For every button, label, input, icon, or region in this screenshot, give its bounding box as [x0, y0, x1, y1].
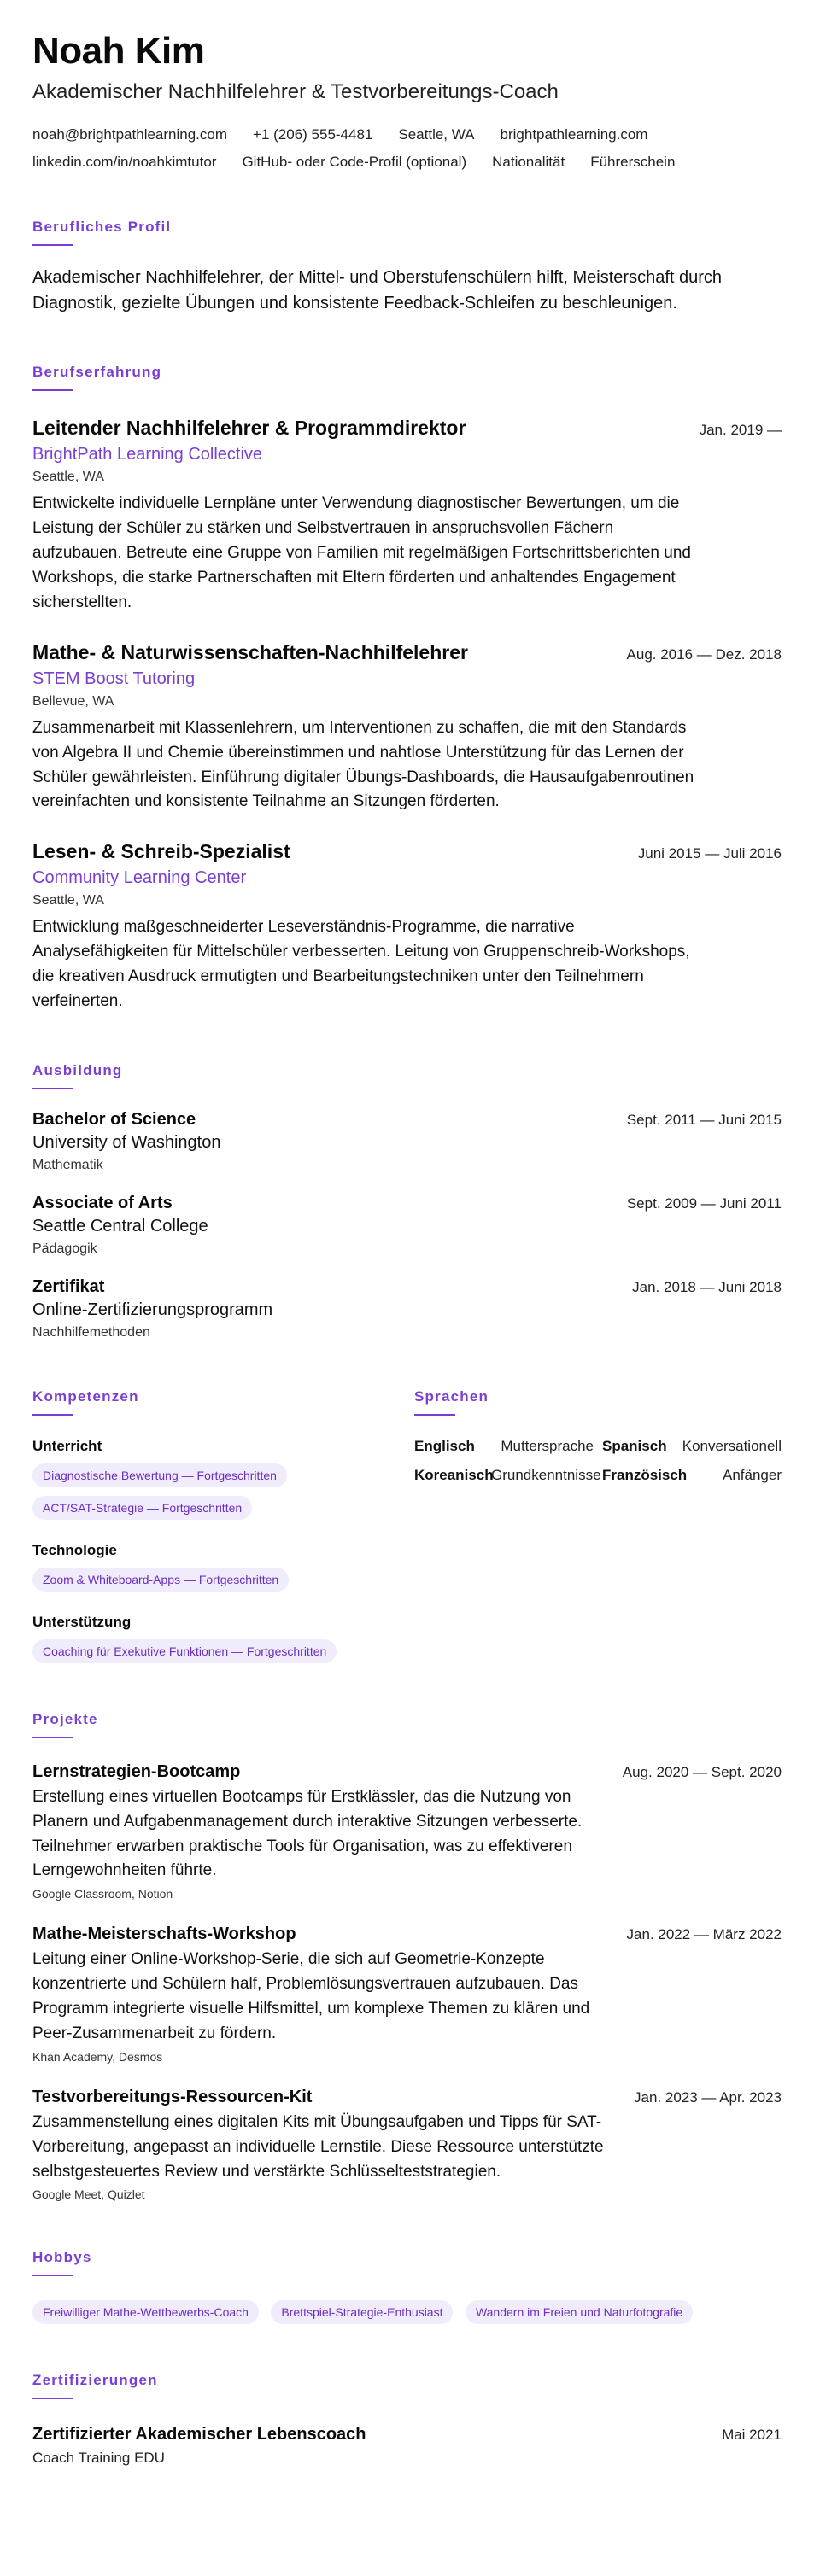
skill-chip: Zoom & Whiteboard-Apps — Fortgeschritten	[32, 1568, 289, 1592]
job-entry	[32, 840, 782, 1014]
section-title: Hobbys	[32, 2249, 92, 2266]
skill-chip: Diagnostische Bewertung — Fortgeschritten	[32, 1463, 287, 1487]
education-section	[32, 1062, 782, 1341]
job-location: Bellevue, WA	[32, 693, 114, 709]
job-date: Jan. 2019 —	[699, 422, 782, 439]
candidate-headline: Akademischer Nachhilfelehrer & Testvorbereitungs-Coach	[32, 80, 559, 104]
job-company: STEM Boost Tutoring	[32, 669, 196, 688]
edu-school: Online-Zertifizierungsprogramm	[32, 1300, 273, 1319]
language-row	[414, 1438, 782, 1455]
job-entry	[32, 641, 782, 815]
edu-field: Nachhilfemethoden	[32, 1324, 150, 1340]
job-description: Entwickelte individuelle Lernpläne unter Verwendung diagnostischer Bewertungen, um die Leistung der Schüler zu stärken und Selbstvertrauen in anspruchsvollen Fächern aufzubauen. Betreute eine Gruppe von Familien mit regelmäßigen Fortschrittsberichten und Workshops, die starke Partnerschaften mit Eltern förderten und anhaltendes Engagement sicherstellten.	[32, 494, 691, 611]
section-divider	[32, 2398, 73, 2399]
languages-section	[414, 1388, 782, 1663]
section-divider	[32, 1737, 73, 1738]
project-date: Aug. 2020 — Sept. 2020	[622, 1763, 782, 1780]
hobby-chip: Wandern im Freien und Naturfotografie	[466, 2300, 693, 2324]
contact-nationality: Nationalität	[492, 154, 565, 171]
project-entry	[32, 1925, 782, 2064]
projects-section	[32, 1711, 782, 2202]
hobby-chip: Brettspiel-Strategie-Enthusiast	[271, 2300, 453, 2324]
edu-degree: Zertifikat	[32, 1276, 105, 1296]
section-divider	[32, 1088, 73, 1089]
contact-website[interactable]: brightpathlearning.com	[500, 126, 648, 143]
job-company: Community Learning Center	[32, 868, 247, 888]
hobby-chip: Freiwilliger Mathe-Wettbewerbs-Coach	[32, 2300, 259, 2324]
project-date: Jan. 2023 — Apr. 2023	[634, 2088, 782, 2106]
section-title: Ausbildung	[32, 1061, 123, 1078]
project-title: Mathe-Meisterschafts-Workshop	[32, 1925, 296, 1944]
edu-field: Pädagogik	[32, 1241, 97, 1256]
job-company: BrightPath Learning Collective	[32, 445, 263, 464]
section-title: Projekte	[32, 1710, 98, 1727]
job-date: Aug. 2016 — Dez. 2018	[626, 645, 782, 663]
cert-date: Mai 2021	[722, 2427, 782, 2444]
edu-date: Sept. 2011 — Juni 2015	[626, 1111, 782, 1128]
section-divider	[32, 1414, 73, 1416]
language-level: Muttersprache	[501, 1437, 594, 1454]
section-divider	[414, 1414, 455, 1416]
certifications-section	[32, 2372, 782, 2467]
contact-row-secondary	[32, 154, 782, 171]
skills-section	[32, 1388, 400, 1663]
language-level: Anfänger	[723, 1466, 782, 1483]
contact-row	[32, 126, 782, 143]
job-description: Entwicklung maßgeschneiderter Leseverständnis-Programme, die narrative Analysefähigkeiten für Mittelschüler verbesserten. Leitung von Gruppenschreib-Workshops, die kreativen Ausdruck ermutigten und Bearbeitungstechniken unter den Teilnehmern verfeinerten.	[32, 918, 690, 1010]
language-name: Spanisch	[602, 1437, 667, 1454]
project-tools: Khan Academy, Desmos	[32, 2049, 163, 2064]
job-description: Zusammenarbeit mit Klassenlehrern, um Interventionen zu schaffen, die mit den Standards von Algebra II und Chemie übereinstimmen und nahtlose Unterstützung für das Lernen der Schüler gewährleisten. Einführung digitaler Übungs-Dashboards, die Hausaufgabenroutinen vereinfachten und konsistente Teilnahme an Sitzungen förderten.	[32, 718, 694, 811]
project-tools: Google Classroom, Notion	[32, 1887, 173, 1901]
language-row	[414, 1467, 782, 1484]
section-title: Berufliches Profil	[32, 219, 172, 236]
hobby-list	[32, 2292, 782, 2324]
project-title: Testvorbereitungs-Ressourcen-Kit	[32, 2087, 313, 2106]
section-divider	[32, 389, 73, 391]
job-title: Lesen- & Schreib-Spezialist	[32, 840, 290, 863]
candidate-name: Noah Kim	[32, 30, 205, 72]
project-tools: Google Meet, Quizlet	[32, 2188, 145, 2202]
job-title: Mathe- & Naturwissenschaften-Nachhilfelehrer	[32, 640, 468, 663]
language-level: Grundkenntnisse	[491, 1466, 601, 1483]
hobbies-section	[32, 2249, 782, 2324]
skill-category: Unterricht	[32, 1437, 102, 1454]
language-name: Englisch	[414, 1437, 475, 1454]
project-description: Erstellung eines virtuellen Bootcamps für Erstklässler, das die Nutzung von Planern und Aufgabenmanagement durch interaktive Sitzungen verbesserte. Teilnehmer erwarben praktische Tools für Organisation, was zu effektiveren Lerngewohnheiten führte.	[32, 1787, 583, 1880]
section-divider	[32, 244, 73, 246]
profile-summary: Akademischer Nachhilfelehrer, der Mittel- und Oberstufenschülern hilft, Meisterschaft durch Diagnostik, gezielte Übungen und konsistente Feedback-Schleifen zu beschleunigen.	[32, 268, 723, 313]
job-entry	[32, 417, 782, 615]
section-title: Kompetenzen	[32, 1387, 139, 1405]
skill-chip: ACT/SAT-Strategie — Fortgeschritten	[32, 1496, 252, 1520]
job-title: Leitender Nachhilfelehrer & Programmdirektor	[32, 417, 466, 440]
experience-section	[32, 364, 782, 1013]
job-location: Seattle, WA	[32, 893, 104, 908]
edu-school: Seattle Central College	[32, 1216, 208, 1235]
contact-github[interactable]: GitHub- oder Code-Profil (optional)	[242, 154, 467, 171]
project-description: Zusammenstellung eines digitalen Kits mit Übungsaufgaben und Tipps für SAT-Vorbereitung, angepasst an individuelle Lernstile. Diese Ressource unterstützte selbstgesteuertes Review und verstärkte Schlüsselteststrategien.	[32, 2112, 604, 2181]
project-entry	[32, 1762, 782, 1901]
section-divider	[32, 2275, 73, 2276]
section-title: Sprachen	[414, 1387, 489, 1405]
job-location: Seattle, WA	[32, 470, 104, 485]
project-date: Jan. 2022 — März 2022	[626, 1926, 782, 1943]
contact-linkedin[interactable]: linkedin.com/in/noahkimtutor	[32, 154, 217, 171]
skills-languages-row	[32, 1388, 782, 1663]
skill-category: Technologie	[32, 1541, 117, 1558]
cert-issuer: Coach Training EDU	[32, 2450, 165, 2467]
edu-field: Mathematik	[32, 1157, 103, 1172]
contact-location: Seattle, WA	[398, 126, 475, 143]
project-description: Leitung einer Online-Workshop-Serie, die sich auf Geometrie-Konzepte konzentrierte und Schülern half, Problemlösungsvertrauen aufzubauen. Das Programm integrierte visuelle Hilfsmittel, um komplexe Themen zu klären und Peer-Zusammenarbeit zu fördern.	[32, 1950, 590, 2042]
languages-grid	[414, 1438, 782, 1484]
profile-section	[32, 219, 782, 316]
skill-chip: Coaching für Exekutive Funktionen — Fortgeschritten	[32, 1639, 337, 1663]
cert-title: Zertifizierter Akademischer Lebenscoach	[32, 2425, 366, 2445]
education-entry	[32, 1110, 782, 1173]
project-title: Lernstrategien-Bootcamp	[32, 1761, 241, 1781]
section-title: Zertifizierungen	[32, 2372, 158, 2389]
section-title: Berufserfahrung	[32, 364, 162, 381]
language-name: Koreanisch	[414, 1466, 494, 1483]
job-date: Juni 2015 — Juli 2016	[637, 845, 782, 862]
edu-school: University of Washington	[32, 1132, 221, 1152]
education-entry	[32, 1277, 782, 1341]
contact-email[interactable]: noah@brightpathlearning.com	[32, 126, 228, 143]
language-level: Konversationell	[682, 1437, 782, 1454]
project-entry	[32, 2088, 782, 2202]
education-entry	[32, 1194, 782, 1257]
edu-date: Jan. 2018 — Juni 2018	[632, 1278, 782, 1295]
resume-header	[32, 31, 782, 171]
edu-degree: Associate of Arts	[32, 1193, 173, 1212]
contact-license: Führerschein	[590, 154, 676, 171]
skill-category: Unterstützung	[32, 1613, 132, 1630]
certification-entry	[32, 2425, 782, 2467]
language-name: Französisch	[602, 1466, 688, 1483]
contact-phone[interactable]: +1 (206) 555-4481	[253, 126, 373, 143]
edu-degree: Bachelor of Science	[32, 1109, 196, 1129]
edu-date: Sept. 2009 — Juni 2011	[626, 1195, 782, 1212]
